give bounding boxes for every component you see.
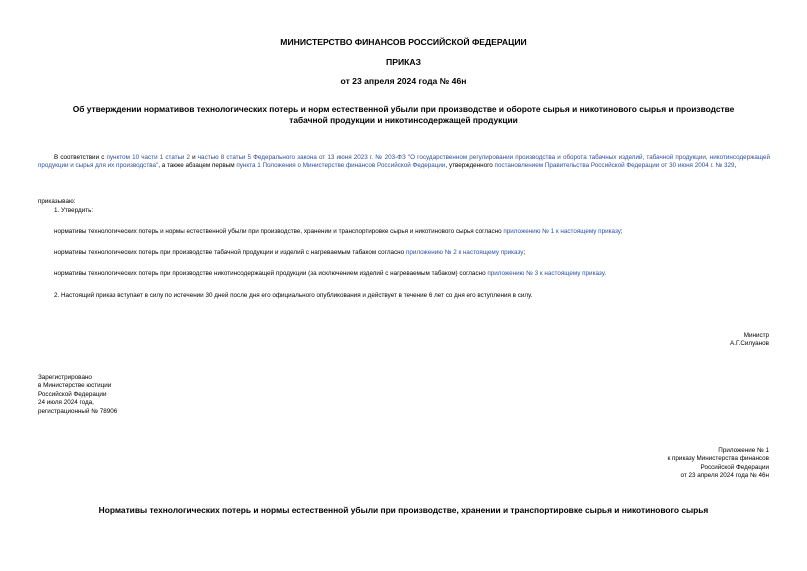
norm-item-text: нормативы технологических потерь при производстве табачной продукции и изделий с нагреваемым табаком согласно [54,249,406,256]
appendix-line: от 23 апреля 2024 года № 46н [680,472,769,480]
registration-line: в Министерстве юстиции [38,382,112,390]
item-1-approve: 1. Утвердить: [54,207,94,214]
signature-name: А.Г.Силуанов [730,340,769,348]
registration-line: 24 июля 2024 года, [38,399,94,407]
appendix-title: Нормативы технологических потерь и нормы естественной убыли при производстве, хранении и транспортировке сырья и никотинового сырья [98,505,709,515]
document-date-number: от 23 апреля 2024 года № 46н [340,76,467,86]
document-title-line-1: Об утверждении нормативов технологических потерь и норм естественной убыли при производстве и обороте сырья и никотинового сырья и производстве [72,104,735,114]
orders-text: приказываю: [38,198,76,205]
norm-item-end: ; [620,228,623,235]
preamble-paragraph [38,154,770,171]
document-type: ПРИКАЗ [386,57,421,67]
norm-item-1 [54,228,623,236]
appendix-header [668,447,769,481]
government-decree-329-link[interactable]: постановлением Правительства Российской Федерации от 30 июня 2004 г. № 329 [494,162,735,170]
appendix-line: к приказу Министерства финансов [667,455,769,463]
preamble-text: В соответствии с [54,154,107,161]
norm-item-3 [54,270,606,278]
law-article-2-link[interactable]: пунктом 10 части 1 статьи 2 [106,154,190,161]
norm-item-text: нормативы технологических потерь при производстве никотинсодержащей продукции (за исключением изделий с нагреваемым табаком) согласно [54,270,488,277]
norm-item-end: ; [523,249,526,256]
registration-line: регистрационный № 78906 [38,407,118,415]
registration-line: Российской Федерации [38,390,107,398]
appendix-line: Приложение № 1 [718,447,769,454]
norm-item-end: . [604,270,606,277]
registration-block [38,374,117,416]
appendix-line: Российской Федерации [700,463,769,471]
registration-line: Зарегистрировано [38,374,92,381]
ministry-regulation-link[interactable]: пункта 1 Положения о Министерстве финансов Российской Федерации [236,162,446,170]
appendix-3-link[interactable]: приложению № 3 к настоящему приказу [487,270,605,277]
preamble-text: , а также абзацем первым [158,162,237,170]
item-2-entry-into-force: 2. Настоящий приказ вступает в силу по истечении 30 дней после дня его официального опубликования и действует в течение 6 лет со дня его вступления в силу. [54,292,533,299]
document-title-line-2: табачной продукции и никотинсодержащей продукции [289,115,518,125]
preamble-text: , [734,162,737,170]
norm-item-text: нормативы технологических потерь и нормы естественной убыли при производстве, хранении и транспортировке сырья и никотинового сырья согласно [54,228,504,235]
preamble-text: , утвержденного [445,162,495,170]
ministry-heading: МИНИСТЕРСТВО ФИНАНСОВ РОССИЙСКОЙ ФЕДЕРАЦИИ [280,37,527,47]
signature-position: Министр [743,332,769,339]
appendix-1-link[interactable]: приложению № 1 к настоящему приказу [503,228,621,235]
preamble-text: и [190,154,198,161]
federal-law-203-link[interactable]: частью 8 статьи 5 Федерального закона от 13 июня 2023 г. № 203-ФЗ "О государственном регулировании производства и оборота табачных изделий, табачной продукции, никотинсодержащей продукции и сырья для их производства" [38,154,770,170]
norm-item-2 [54,249,525,257]
document-title [0,104,807,126]
appendix-2-link[interactable]: приложению № 2 к настоящему приказу [405,249,524,256]
signature-block [730,332,769,349]
